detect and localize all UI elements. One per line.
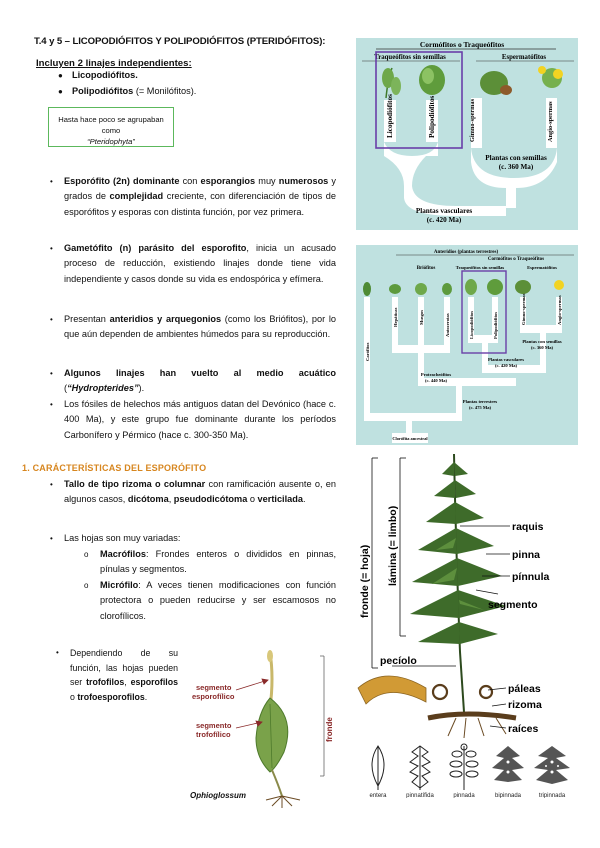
fronde-label: fronde xyxy=(325,717,334,742)
cladogram-figure-2 xyxy=(356,245,578,445)
fern-anatomy-figure xyxy=(356,452,578,742)
group-label: Traqueófitos sin semillas xyxy=(374,54,446,61)
leaf-shapes-figure xyxy=(356,742,578,798)
bullet-fosiles: • Los fósiles de helechos más antiguos datan del Devónico (hace c. 400 Ma), y este grupo fue dominante durante los períodos Carbonífero y Pérmico (hace c. 300-350 Ma). xyxy=(50,399,336,440)
bullet-gametofito: • Gametófito (n) parásito del esporofito, inicia un acusado proceso de reducción, existiendo linajes donde tiene vida independiente y casos donde su vida es endospórica y efímera. xyxy=(50,243,336,284)
bullet-icon: • xyxy=(56,648,59,657)
bullet-icon: • xyxy=(50,534,53,543)
node-label: Plantas vasculares xyxy=(487,357,525,362)
clade-label: Musgos xyxy=(419,309,424,325)
bullet-esporofito: • Esporófito (2n) dominante con esporangios muy numerosos y grados de complejidad creciente, con diferenciación de tipos de esporófitos y esporas con distinta función, por vez primera. xyxy=(50,176,337,217)
bullet-acuatico: • Algunos linajes han vuelto al medio acuático (“Hydropterides”). xyxy=(50,368,336,394)
seg-tro-label: segmento xyxy=(196,721,232,730)
bullet-icon: • xyxy=(50,400,53,409)
node-label: (c. 420 Ma) xyxy=(426,216,462,224)
clade-label: Gimno-spermas xyxy=(469,98,476,142)
leaf-shape-icons xyxy=(372,744,478,790)
circle-bullet-icon: o xyxy=(84,550,89,559)
ophioglossum-drawing xyxy=(186,648,336,808)
cladogram-2-drawing xyxy=(356,245,578,445)
header-label: Cormófitos o Traqueófitos xyxy=(487,257,545,262)
leaf-shape-labels xyxy=(369,793,565,798)
clade-label: Polipodiófitos xyxy=(428,95,436,138)
clade-label: Licopodiófitos xyxy=(469,310,474,339)
sub-bullet-microfilo: o Micrófilo: A veces tienen modificaciones con función protectora o pueden reducirse y ser escamosos no clorofílicos. xyxy=(84,580,336,621)
bullet-icon: • xyxy=(50,177,53,186)
bullet-icon: ● xyxy=(58,71,63,80)
seg-esp-label: esporofílico xyxy=(192,692,235,701)
raquis-label: raquis xyxy=(512,521,544,533)
paleas-label: páleas xyxy=(508,683,541,695)
section-heading: 1. CARÁCTERÍSTICAS DEL ESPORÓFITO xyxy=(22,463,207,473)
group-label: Traqueófitos sin semillas xyxy=(455,265,505,270)
shape-label: entera xyxy=(369,793,387,798)
clade-label: Licopodiófitos xyxy=(386,94,394,138)
leaf-shape-icons-dark xyxy=(492,746,570,784)
species-label: Ophioglossum xyxy=(190,791,246,800)
clade-label: Polipodiófitos xyxy=(493,311,498,339)
fronde-label: fronde (= hoja) xyxy=(359,544,371,618)
fern-illustration xyxy=(382,65,563,98)
shape-label: bipinnada xyxy=(494,793,522,798)
node-label: (c. 475 Ma) xyxy=(468,405,492,410)
ophioglossum-illustration xyxy=(256,650,300,808)
seg-esp-label: segmento xyxy=(196,683,232,692)
clade-label: Angio-spermas xyxy=(557,295,562,325)
subtitle: Incluyen 2 linajes independientes: xyxy=(36,58,192,69)
lineage-item: ● Polipodiófitos (= Monilófitos). xyxy=(72,84,292,99)
node-label: (c. 440 Ma) xyxy=(424,378,448,383)
node-label: Plantas con semillas xyxy=(522,339,562,344)
node-label: Plantas terrestres xyxy=(462,399,498,404)
ophioglossum-figure xyxy=(186,648,336,808)
leaf-shapes-drawing xyxy=(356,742,578,798)
shape-label: tripinnada xyxy=(538,793,566,798)
pinna-label: pinna xyxy=(512,549,540,561)
bullet-hojas: • Las hojas son muy variadas: xyxy=(64,531,336,546)
lamina-label: lámina (= limbo) xyxy=(387,505,399,586)
bullet-tallo: • Tallo de tipo rizoma o columnar con ramificación ausente o, en algunos casos, dicótoma, pseudodicótoma o verticilada. xyxy=(50,479,337,505)
group-label: Espermatófitos xyxy=(527,265,557,270)
node-label: Protracheófitos xyxy=(420,372,452,377)
header-label: Cormófitos o Traqueófitos xyxy=(419,40,505,49)
ophio-labels xyxy=(192,683,235,739)
group-label: Briófitos xyxy=(416,266,436,271)
clade-label: Carófitos xyxy=(365,342,370,361)
bullet-icon: • xyxy=(50,244,53,253)
pinnula-label: pínnula xyxy=(512,571,550,583)
bullet-funcion: • Dependiendo de su función, las hojas pueden ser trofofilos, esporofilos o trofoesporofilos. xyxy=(56,648,179,702)
node-label: Plantas con semillas xyxy=(485,154,547,162)
clade-label: Antocerotas xyxy=(445,313,450,337)
cladogram-1-drawing xyxy=(356,38,578,230)
clade-label: Hepáticas xyxy=(393,307,398,327)
node-label: (c. 420 Ma) xyxy=(494,363,518,368)
raices-label: raíces xyxy=(508,723,539,735)
seg-tro-label: trofofílico xyxy=(196,730,231,739)
header-label: Anteridios (plantas terrestres) xyxy=(433,250,499,255)
bullet-icon: • xyxy=(50,315,53,324)
bullet-icon: • xyxy=(50,369,53,378)
lineage-item: ● Licopodiófitos. xyxy=(72,68,272,83)
fern-anatomy-drawing xyxy=(356,452,578,742)
clade-label: Angio-spermas xyxy=(547,101,554,142)
note-box: Hasta hace poco se agrupaban como “Pteridophyta” xyxy=(48,107,174,147)
segmento-label: segmento xyxy=(488,599,538,611)
bullet-icon: • xyxy=(50,480,53,489)
circle-bullet-icon: o xyxy=(84,581,89,590)
plant-illustrations xyxy=(363,279,564,296)
page-title: T.4 y 5 – LICOPODIÓFITOS Y POLIPODIÓFITOS (PTERIDÓFITOS): xyxy=(34,36,326,47)
cladogram-figure-1 xyxy=(356,38,578,230)
group-label: Espermatófitos xyxy=(501,54,547,61)
shape-label: pinnatífida xyxy=(406,793,434,798)
node-label: Plantas vasculares xyxy=(415,207,473,215)
fern-illustration xyxy=(358,454,516,738)
shape-label: pinnada xyxy=(453,793,475,798)
root-label: Clorófita ancestral xyxy=(392,436,428,441)
clade-label: Gimno-spermas xyxy=(521,293,526,325)
node-label: (c. 360 Ma) xyxy=(530,345,554,350)
bullet-anteridios: • Presentan anteridios y arquegonios (como los Briófitos), por lo que aún dependen de ambientes húmedos para su reproducción. xyxy=(50,314,337,340)
peciolo-label: pecíolo xyxy=(380,655,417,667)
node-label: (c. 360 Ma) xyxy=(498,163,534,171)
bullet-icon: ● xyxy=(58,87,63,96)
rizoma-label: rizoma xyxy=(508,699,542,711)
sub-bullet-macrofilos: o Macrófilos: Frondes enteros o divididos en pinnas, pínulas y segmentos. xyxy=(84,549,336,575)
